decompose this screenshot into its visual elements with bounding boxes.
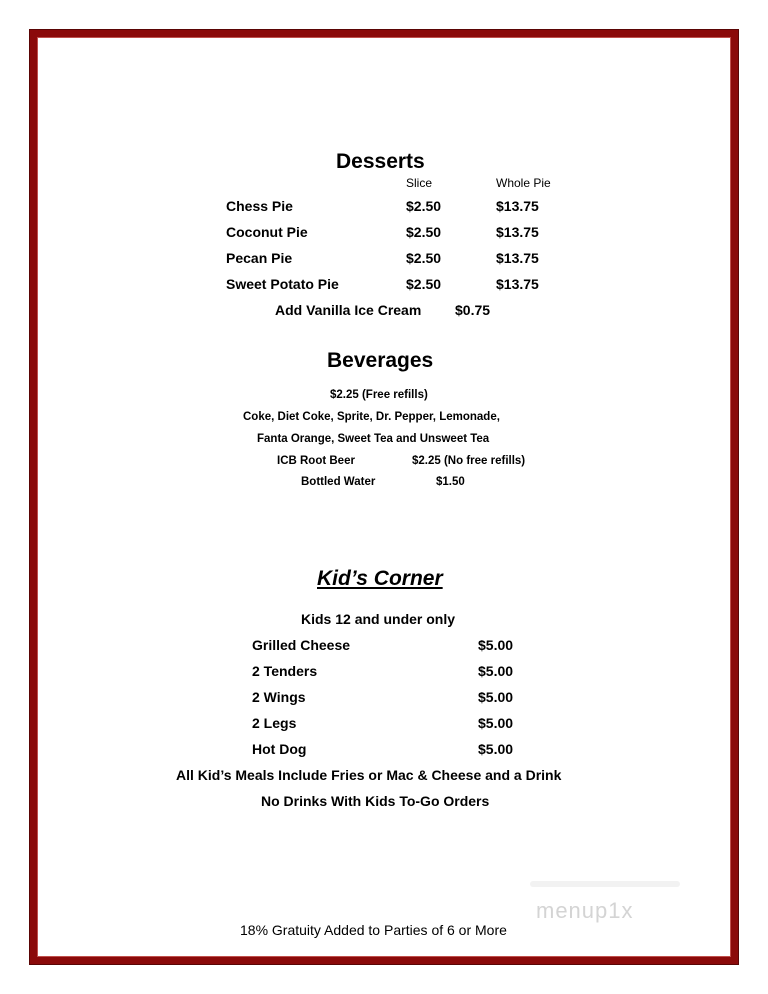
col-header-whole-pie: Whole Pie (496, 176, 551, 190)
addon-label: Add Vanilla Ice Cream (275, 302, 422, 318)
beverages-title: Beverages (327, 349, 434, 372)
root-beer-label: ICB Root Beer (277, 455, 355, 467)
bottled-water-price: $1.50 (436, 476, 465, 488)
bottled-water-label: Bottled Water (301, 476, 376, 488)
beverage-price-line: $2.25 (Free refills) (330, 389, 428, 401)
dessert-name: Pecan Pie (226, 250, 293, 266)
dessert-name: Chess Pie (226, 198, 293, 214)
kids-item-name: 2 Legs (252, 715, 297, 731)
dessert-name: Sweet Potato Pie (226, 276, 339, 292)
root-beer-price: $2.25 (No free refills) (412, 455, 526, 467)
gratuity-notice: 18% Gratuity Added to Parties of 6 or More (240, 922, 507, 938)
beverage-list-line-1: Coke, Diet Coke, Sprite, Dr. Pepper, Lemonade, (243, 411, 500, 423)
kids-note-meals: All Kid’s Meals Include Fries or Mac & Cheese and a Drink (176, 767, 562, 783)
kids-item-name: 2 Wings (252, 689, 306, 705)
watermark-logo: menup1x (536, 898, 634, 923)
dessert-slice-price: $2.50 (406, 198, 442, 214)
dessert-slice-price: $2.50 (406, 224, 442, 240)
kids-item-name: 2 Tenders (252, 663, 318, 679)
kids-item-price: $5.00 (478, 715, 514, 731)
dessert-name: Coconut Pie (226, 224, 308, 240)
kids-item-price: $5.00 (478, 689, 514, 705)
kids-item-price: $5.00 (478, 663, 514, 679)
watermark-tagline (530, 881, 680, 887)
col-header-slice: Slice (406, 176, 433, 190)
kids-note-drinks: No Drinks With Kids To-Go Orders (261, 793, 490, 809)
kids-corner-title: Kid’s Corner (317, 567, 443, 590)
kids-item-price: $5.00 (478, 637, 514, 653)
kids-subtitle: Kids 12 and under only (301, 611, 456, 627)
dessert-slice-price: $2.50 (406, 250, 442, 266)
kids-item-price: $5.00 (478, 741, 514, 757)
desserts-title: Desserts (336, 150, 425, 173)
dessert-whole-price: $13.75 (496, 250, 539, 266)
addon-price: $0.75 (455, 302, 491, 318)
beverage-list-line-2: Fanta Orange, Sweet Tea and Unsweet Tea (257, 433, 490, 445)
dessert-whole-price: $13.75 (496, 276, 539, 292)
kids-item-name: Grilled Cheese (252, 637, 351, 653)
dessert-whole-price: $13.75 (496, 224, 539, 240)
dessert-whole-price: $13.75 (496, 198, 539, 214)
kids-item-name: Hot Dog (252, 741, 307, 757)
dessert-slice-price: $2.50 (406, 276, 442, 292)
